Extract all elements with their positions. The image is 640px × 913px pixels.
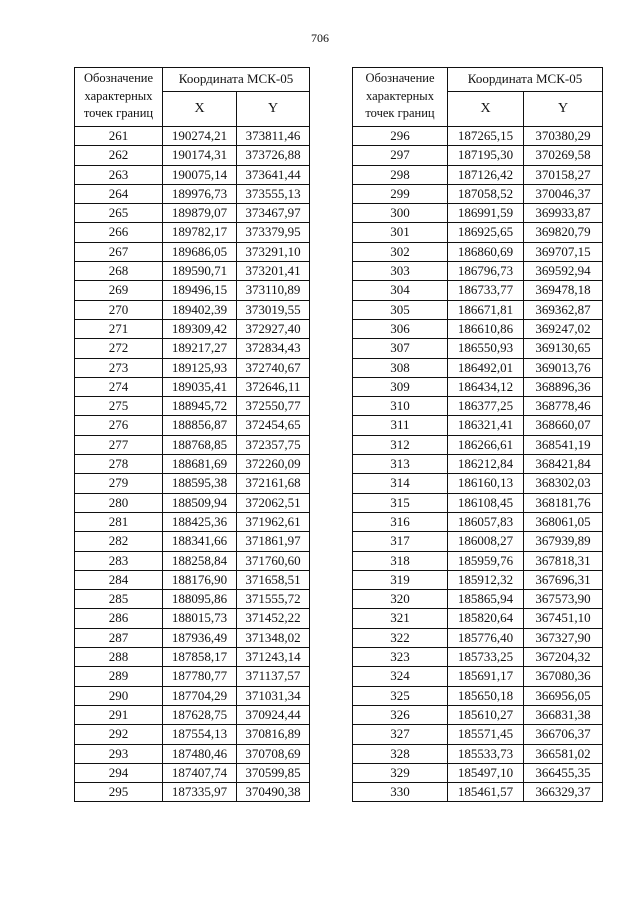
x-coordinate-cell: 188681,69 [163, 455, 237, 474]
point-id-cell: 326 [353, 705, 448, 724]
x-coordinate-cell: 188258,84 [163, 551, 237, 570]
point-id-cell: 315 [353, 493, 448, 512]
x-coordinate-cell: 186108,45 [448, 493, 524, 512]
point-id-cell: 293 [75, 744, 163, 763]
x-coordinate-cell: 189976,73 [163, 184, 237, 203]
y-coordinate-cell: 367204,32 [524, 648, 603, 667]
x-coordinate-cell: 186008,27 [448, 532, 524, 551]
x-coordinate-cell: 185912,32 [448, 570, 524, 589]
table-row [353, 416, 603, 435]
y-coordinate-cell: 373726,88 [237, 146, 310, 165]
point-id-cell: 282 [75, 532, 163, 551]
x-coordinate-cell: 188595,38 [163, 474, 237, 493]
x-coordinate-cell: 185776,40 [448, 628, 524, 647]
table-row [353, 783, 603, 802]
table-row [353, 590, 603, 609]
table-row [353, 686, 603, 705]
table-row [75, 493, 310, 512]
point-id-cell: 280 [75, 493, 163, 512]
point-id-cell: 271 [75, 319, 163, 338]
page-number: 706 [311, 31, 329, 45]
point-id-cell: 304 [353, 281, 448, 300]
table-row [353, 358, 603, 377]
x-coordinate-cell: 186925,65 [448, 223, 524, 242]
x-coordinate-cell: 187126,42 [448, 165, 524, 184]
header-designation-line3: точек границ [83, 106, 154, 120]
table-row [75, 204, 310, 223]
y-coordinate-cell: 369247,02 [524, 319, 603, 338]
point-id-cell: 320 [353, 590, 448, 609]
y-coordinate-cell: 372927,40 [237, 319, 310, 338]
point-id-cell: 302 [353, 242, 448, 261]
y-coordinate-cell: 368896,36 [524, 377, 603, 396]
header-designation-line1: Обозначение [365, 71, 435, 85]
point-id-cell: 323 [353, 648, 448, 667]
y-coordinate-cell: 366956,05 [524, 686, 603, 705]
x-coordinate-cell: 185650,18 [448, 686, 524, 705]
header-designation-line1: Обозначение [83, 71, 154, 85]
table-row [353, 648, 603, 667]
point-id-cell: 312 [353, 435, 448, 454]
table-row [75, 570, 310, 589]
x-coordinate-cell: 187858,17 [163, 648, 237, 667]
x-coordinate-cell: 185691,17 [448, 667, 524, 686]
y-coordinate-cell: 370046,37 [524, 184, 603, 203]
table-row [353, 262, 603, 281]
table-row [75, 127, 310, 146]
point-id-cell: 290 [75, 686, 163, 705]
y-coordinate-cell: 372550,77 [237, 397, 310, 416]
table-row [75, 609, 310, 628]
point-id-cell: 278 [75, 455, 163, 474]
x-coordinate-cell: 187628,75 [163, 705, 237, 724]
x-coordinate-cell: 190174,31 [163, 146, 237, 165]
table-row [75, 397, 310, 416]
point-id-cell: 301 [353, 223, 448, 242]
y-coordinate-cell: 372454,65 [237, 416, 310, 435]
table-row [75, 358, 310, 377]
table-row [353, 281, 603, 300]
point-id-cell: 286 [75, 609, 163, 628]
table-row [353, 146, 603, 165]
y-coordinate-cell: 368421,84 [524, 455, 603, 474]
header-y: Y [237, 92, 310, 127]
y-coordinate-cell: 367080,36 [524, 667, 603, 686]
header-x: X [448, 92, 524, 127]
y-coordinate-cell: 373811,46 [237, 127, 310, 146]
y-coordinate-cell: 371452,22 [237, 609, 310, 628]
table-row [75, 223, 310, 242]
point-id-cell: 288 [75, 648, 163, 667]
x-coordinate-cell: 188768,85 [163, 435, 237, 454]
table-row [353, 744, 603, 763]
y-coordinate-cell: 371348,02 [237, 628, 310, 647]
table-row [75, 686, 310, 705]
point-id-cell: 283 [75, 551, 163, 570]
table-row [353, 725, 603, 744]
y-coordinate-cell: 371658,51 [237, 570, 310, 589]
x-coordinate-cell: 189686,05 [163, 242, 237, 261]
x-coordinate-cell: 185865,94 [448, 590, 524, 609]
x-coordinate-cell: 188176,90 [163, 570, 237, 589]
x-coordinate-cell: 185733,25 [448, 648, 524, 667]
table-row [75, 165, 310, 184]
y-coordinate-cell: 373110,89 [237, 281, 310, 300]
point-id-cell: 300 [353, 204, 448, 223]
y-coordinate-cell: 370158,27 [524, 165, 603, 184]
table-row [75, 416, 310, 435]
y-coordinate-cell: 368181,76 [524, 493, 603, 512]
point-id-cell: 321 [353, 609, 448, 628]
table-row [353, 705, 603, 724]
x-coordinate-cell: 189309,42 [163, 319, 237, 338]
x-coordinate-cell: 186321,41 [448, 416, 524, 435]
point-id-cell: 325 [353, 686, 448, 705]
x-coordinate-cell: 186860,69 [448, 242, 524, 261]
y-coordinate-cell: 371861,97 [237, 532, 310, 551]
point-id-cell: 297 [353, 146, 448, 165]
table-row [75, 783, 310, 802]
y-coordinate-cell: 367696,31 [524, 570, 603, 589]
x-coordinate-cell: 185497,10 [448, 763, 524, 782]
point-id-cell: 309 [353, 377, 448, 396]
y-coordinate-cell: 367573,90 [524, 590, 603, 609]
table-row [75, 667, 310, 686]
y-coordinate-cell: 373019,55 [237, 300, 310, 319]
table-row [75, 435, 310, 454]
y-coordinate-cell: 368778,46 [524, 397, 603, 416]
y-coordinate-cell: 370380,29 [524, 127, 603, 146]
table-row [353, 609, 603, 628]
x-coordinate-cell: 189782,17 [163, 223, 237, 242]
point-id-cell: 303 [353, 262, 448, 281]
point-id-cell: 270 [75, 300, 163, 319]
point-id-cell: 313 [353, 455, 448, 474]
y-coordinate-cell: 372834,43 [237, 339, 310, 358]
x-coordinate-cell: 190075,14 [163, 165, 237, 184]
point-id-cell: 319 [353, 570, 448, 589]
point-id-cell: 269 [75, 281, 163, 300]
x-coordinate-cell: 190274,21 [163, 127, 237, 146]
table-row [75, 590, 310, 609]
table-row [75, 377, 310, 396]
header-coord-system: Координата МСК-05 [448, 68, 603, 92]
table-row [353, 184, 603, 203]
table-row [353, 474, 603, 493]
point-id-cell: 329 [353, 763, 448, 782]
table-row [75, 705, 310, 724]
x-coordinate-cell: 189879,07 [163, 204, 237, 223]
table-row [353, 377, 603, 396]
table-row [75, 262, 310, 281]
point-id-cell: 299 [353, 184, 448, 203]
point-id-cell: 267 [75, 242, 163, 261]
table-row [353, 165, 603, 184]
x-coordinate-cell: 185461,57 [448, 783, 524, 802]
point-id-cell: 305 [353, 300, 448, 319]
x-coordinate-cell: 187780,77 [163, 667, 237, 686]
y-coordinate-cell: 366831,38 [524, 705, 603, 724]
point-id-cell: 281 [75, 512, 163, 531]
y-coordinate-cell: 368541,19 [524, 435, 603, 454]
x-coordinate-cell: 189590,71 [163, 262, 237, 281]
point-id-cell: 328 [353, 744, 448, 763]
table-row [353, 300, 603, 319]
table-row [75, 281, 310, 300]
point-id-cell: 262 [75, 146, 163, 165]
point-id-cell: 277 [75, 435, 163, 454]
y-coordinate-cell: 369707,15 [524, 242, 603, 261]
x-coordinate-cell: 186671,81 [448, 300, 524, 319]
y-coordinate-cell: 369013,76 [524, 358, 603, 377]
y-coordinate-cell: 368061,05 [524, 512, 603, 531]
point-id-cell: 295 [75, 783, 163, 802]
table-row [353, 763, 603, 782]
point-id-cell: 261 [75, 127, 163, 146]
y-coordinate-cell: 373641,44 [237, 165, 310, 184]
table-row [75, 146, 310, 165]
y-coordinate-cell: 366581,02 [524, 744, 603, 763]
table-row [75, 474, 310, 493]
x-coordinate-cell: 188509,94 [163, 493, 237, 512]
table-row [353, 455, 603, 474]
point-id-cell: 279 [75, 474, 163, 493]
table-row [75, 725, 310, 744]
point-id-cell: 289 [75, 667, 163, 686]
x-coordinate-cell: 187195,30 [448, 146, 524, 165]
point-id-cell: 284 [75, 570, 163, 589]
x-coordinate-cell: 187335,97 [163, 783, 237, 802]
y-coordinate-cell: 370599,85 [237, 763, 310, 782]
x-coordinate-cell: 189496,15 [163, 281, 237, 300]
table-row [353, 127, 603, 146]
y-coordinate-cell: 370924,44 [237, 705, 310, 724]
x-coordinate-cell: 186610,86 [448, 319, 524, 338]
x-coordinate-cell: 186796,73 [448, 262, 524, 281]
x-coordinate-cell: 188945,72 [163, 397, 237, 416]
y-coordinate-cell: 373467,97 [237, 204, 310, 223]
point-id-cell: 263 [75, 165, 163, 184]
point-id-cell: 311 [353, 416, 448, 435]
point-id-cell: 308 [353, 358, 448, 377]
point-id-cell: 314 [353, 474, 448, 493]
y-coordinate-cell: 369933,87 [524, 204, 603, 223]
x-coordinate-cell: 187554,13 [163, 725, 237, 744]
x-coordinate-cell: 186550,93 [448, 339, 524, 358]
point-id-cell: 306 [353, 319, 448, 338]
x-coordinate-cell: 186492,01 [448, 358, 524, 377]
table-row [75, 300, 310, 319]
x-coordinate-cell: 187265,15 [448, 127, 524, 146]
table-row [75, 551, 310, 570]
y-coordinate-cell: 372357,75 [237, 435, 310, 454]
point-id-cell: 317 [353, 532, 448, 551]
point-id-cell: 316 [353, 512, 448, 531]
header-designation [75, 68, 163, 127]
point-id-cell: 307 [353, 339, 448, 358]
x-coordinate-cell: 185533,73 [448, 744, 524, 763]
table-row [75, 512, 310, 531]
y-coordinate-cell: 369820,79 [524, 223, 603, 242]
x-coordinate-cell: 185610,27 [448, 705, 524, 724]
table-row [353, 204, 603, 223]
x-coordinate-cell: 189035,41 [163, 377, 237, 396]
x-coordinate-cell: 186160,13 [448, 474, 524, 493]
point-id-cell: 292 [75, 725, 163, 744]
y-coordinate-cell: 369478,18 [524, 281, 603, 300]
point-id-cell: 324 [353, 667, 448, 686]
point-id-cell: 285 [75, 590, 163, 609]
x-coordinate-cell: 188015,73 [163, 609, 237, 628]
x-coordinate-cell: 188341,66 [163, 532, 237, 551]
point-id-cell: 275 [75, 397, 163, 416]
x-coordinate-cell: 187704,29 [163, 686, 237, 705]
x-coordinate-cell: 186377,25 [448, 397, 524, 416]
point-id-cell: 318 [353, 551, 448, 570]
point-id-cell: 298 [353, 165, 448, 184]
point-id-cell: 268 [75, 262, 163, 281]
x-coordinate-cell: 186434,12 [448, 377, 524, 396]
x-coordinate-cell: 186057,83 [448, 512, 524, 531]
y-coordinate-cell: 371137,57 [237, 667, 310, 686]
point-id-cell: 272 [75, 339, 163, 358]
table-row [353, 570, 603, 589]
y-coordinate-cell: 368660,07 [524, 416, 603, 435]
table-row [353, 397, 603, 416]
x-coordinate-cell: 185959,76 [448, 551, 524, 570]
header-y: Y [524, 92, 603, 127]
point-id-cell: 287 [75, 628, 163, 647]
table-row [353, 435, 603, 454]
y-coordinate-cell: 366329,37 [524, 783, 603, 802]
point-id-cell: 273 [75, 358, 163, 377]
y-coordinate-cell: 372062,51 [237, 493, 310, 512]
y-coordinate-cell: 370708,69 [237, 744, 310, 763]
header-designation-line2: характерных [366, 88, 434, 103]
header-x: X [163, 92, 237, 127]
table-row [75, 242, 310, 261]
header-designation [353, 68, 448, 127]
x-coordinate-cell: 186991,59 [448, 204, 524, 223]
y-coordinate-cell: 369362,87 [524, 300, 603, 319]
point-id-cell: 266 [75, 223, 163, 242]
table-row [353, 628, 603, 647]
x-coordinate-cell: 189402,39 [163, 300, 237, 319]
table-row [75, 532, 310, 551]
y-coordinate-cell: 371031,34 [237, 686, 310, 705]
table-row [353, 339, 603, 358]
x-coordinate-cell: 186212,84 [448, 455, 524, 474]
point-id-cell: 276 [75, 416, 163, 435]
table-row [75, 744, 310, 763]
table-row [353, 242, 603, 261]
table-row [75, 648, 310, 667]
point-id-cell: 265 [75, 204, 163, 223]
y-coordinate-cell: 370269,58 [524, 146, 603, 165]
x-coordinate-cell: 186266,61 [448, 435, 524, 454]
y-coordinate-cell: 373379,95 [237, 223, 310, 242]
table-row [75, 184, 310, 203]
y-coordinate-cell: 367939,89 [524, 532, 603, 551]
header-designation-line2: характерных [84, 88, 153, 103]
table-row [75, 319, 310, 338]
y-coordinate-cell: 367818,31 [524, 551, 603, 570]
point-id-cell: 274 [75, 377, 163, 396]
y-coordinate-cell: 371962,61 [237, 512, 310, 531]
y-coordinate-cell: 373201,41 [237, 262, 310, 281]
y-coordinate-cell: 370816,89 [237, 725, 310, 744]
x-coordinate-cell: 187407,74 [163, 763, 237, 782]
x-coordinate-cell: 189217,27 [163, 339, 237, 358]
y-coordinate-cell: 371243,14 [237, 648, 310, 667]
header-coord-system: Координата МСК-05 [163, 68, 310, 92]
coordinates-table-left [74, 67, 310, 802]
y-coordinate-cell: 371760,60 [237, 551, 310, 570]
y-coordinate-cell: 372161,68 [237, 474, 310, 493]
point-id-cell: 291 [75, 705, 163, 724]
x-coordinate-cell: 187058,52 [448, 184, 524, 203]
point-id-cell: 294 [75, 763, 163, 782]
y-coordinate-cell: 366455,35 [524, 763, 603, 782]
x-coordinate-cell: 187480,46 [163, 744, 237, 763]
table-row [353, 512, 603, 531]
y-coordinate-cell: 367451,10 [524, 609, 603, 628]
table-row [353, 532, 603, 551]
y-coordinate-cell: 368302,03 [524, 474, 603, 493]
x-coordinate-cell: 186733,77 [448, 281, 524, 300]
point-id-cell: 310 [353, 397, 448, 416]
table-row [75, 455, 310, 474]
y-coordinate-cell: 369592,94 [524, 262, 603, 281]
x-coordinate-cell: 187936,49 [163, 628, 237, 647]
header-designation-line3: точек границ [365, 106, 435, 120]
point-id-cell: 327 [353, 725, 448, 744]
y-coordinate-cell: 373555,13 [237, 184, 310, 203]
x-coordinate-cell: 188095,86 [163, 590, 237, 609]
y-coordinate-cell: 372260,09 [237, 455, 310, 474]
y-coordinate-cell: 369130,65 [524, 339, 603, 358]
x-coordinate-cell: 185820,64 [448, 609, 524, 628]
y-coordinate-cell: 367327,90 [524, 628, 603, 647]
point-id-cell: 264 [75, 184, 163, 203]
y-coordinate-cell: 372740,67 [237, 358, 310, 377]
y-coordinate-cell: 373291,10 [237, 242, 310, 261]
table-row [75, 763, 310, 782]
y-coordinate-cell: 370490,38 [237, 783, 310, 802]
coordinates-table-right [352, 67, 603, 802]
table-row [353, 319, 603, 338]
table-row [353, 223, 603, 242]
y-coordinate-cell: 372646,11 [237, 377, 310, 396]
table-row [75, 339, 310, 358]
table-row [75, 628, 310, 647]
x-coordinate-cell: 188856,87 [163, 416, 237, 435]
table-row [353, 551, 603, 570]
x-coordinate-cell: 188425,36 [163, 512, 237, 531]
x-coordinate-cell: 189125,93 [163, 358, 237, 377]
y-coordinate-cell: 366706,37 [524, 725, 603, 744]
table-row [353, 667, 603, 686]
point-id-cell: 322 [353, 628, 448, 647]
table-row [353, 493, 603, 512]
point-id-cell: 330 [353, 783, 448, 802]
x-coordinate-cell: 185571,45 [448, 725, 524, 744]
y-coordinate-cell: 371555,72 [237, 590, 310, 609]
point-id-cell: 296 [353, 127, 448, 146]
